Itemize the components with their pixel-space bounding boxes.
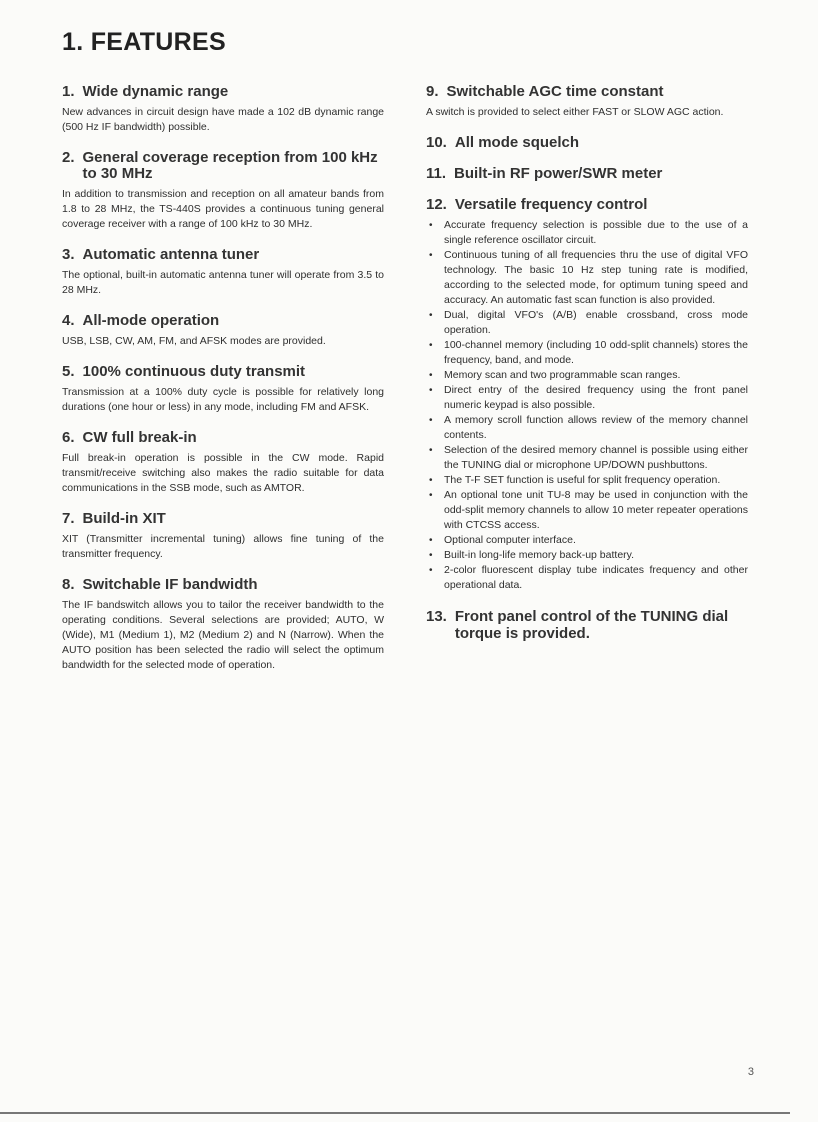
section-heading: Switchable IF bandwidth	[82, 576, 258, 593]
section-number: 5.	[62, 363, 75, 380]
bullet-icon: •	[429, 550, 433, 561]
feature-12	[426, 197, 748, 593]
section-heading: Front panel control of the TUNING dial torque is provided.	[454, 608, 729, 642]
feature-1	[62, 84, 384, 135]
section-heading: 100% continuous duty transmit	[82, 363, 306, 380]
section-number: 9.	[426, 83, 439, 100]
list-item-text: Selection of the desired memory channel is possible using either the TUNING dial or microphone UP/DOWN pushbuttons.	[444, 444, 748, 471]
section-number: 11.	[426, 165, 447, 182]
bullet-icon: •	[429, 535, 433, 546]
list-item-text: Continuous tuning of all frequencies thru the use of digital VFO technology. The basic 10 Hz step tuning rate is modified, according to the selected mode, for optimum tuning speed and accuracy. An automatic fast scan function is also provided.	[444, 249, 748, 306]
section-heading: All mode squelch	[454, 134, 580, 151]
bullet-icon: •	[429, 490, 433, 501]
list-item-text: Dual, digital VFO's (A/B) enable crossband, cross mode operation.	[444, 309, 748, 336]
feature-11	[426, 166, 748, 182]
page-number: 3	[747, 1066, 754, 1078]
list-item-text: Direct entry of the desired frequency using the front panel numeric keypad is also possible.	[444, 384, 748, 411]
list-item	[426, 533, 748, 548]
bullet-icon: •	[429, 340, 433, 351]
list-item	[426, 548, 748, 563]
section-body: Transmission at a 100% duty cycle is possible for relatively long durations (one hour or less) in any mode, including FM and AFSK.	[62, 386, 384, 413]
section-heading: Automatic antenna tuner	[82, 246, 260, 263]
bullet-icon: •	[429, 250, 433, 261]
section-number: 1.	[62, 83, 75, 100]
list-item	[426, 218, 748, 248]
section-heading: Wide dynamic range	[82, 83, 229, 100]
footer-rule	[0, 1112, 790, 1114]
section-number: 3.	[62, 246, 75, 263]
section-heading: General coverage reception from 100 kHz to 30 MHz	[82, 149, 378, 182]
section-body: A switch is provided to select either FAST or SLOW AGC action.	[426, 106, 724, 118]
list-item	[426, 443, 748, 473]
list-item	[426, 563, 748, 593]
list-item	[426, 473, 748, 488]
list-item	[426, 383, 748, 413]
page-title: 1. FEATURES	[62, 28, 226, 56]
bullet-icon: •	[429, 565, 433, 576]
section-body: Full break-in operation is possible in the CW mode. Rapid transmit/receive switching also makes the radio suitable for data communications in the SSB mode, such as AMTOR.	[62, 452, 384, 494]
bullet-icon: •	[429, 385, 433, 396]
feature-9	[426, 84, 748, 120]
section-number: 12.	[426, 196, 447, 213]
list-item-text: The T-F SET function is useful for split frequency operation.	[444, 474, 721, 486]
section-heading: Versatile frequency control	[454, 196, 648, 213]
feature-5	[62, 364, 384, 415]
list-item-text: 100-channel memory (including 10 odd-split channels) stores the frequency, band, and mode.	[444, 339, 748, 366]
feature-4	[62, 313, 384, 349]
feature-2	[62, 150, 384, 232]
section-body: The optional, built-in automatic antenna tuner will operate from 3.5 to 28 MHz.	[62, 269, 384, 296]
section-heading: Switchable AGC time constant	[446, 83, 664, 100]
section-body: XIT (Transmitter incremental tuning) allows fine tuning of the transmitter frequency.	[62, 533, 384, 560]
list-item	[426, 338, 748, 368]
bullet-icon: •	[429, 415, 433, 426]
section-body: The IF bandswitch allows you to tailor the receiver bandwidth to the operating conditions. Several selections are provided; AUTO, W (Wide), M1 (Medium 1), M2 (Medium 2) and N (Narrow). When the AUTO position has been selected the radio will select the optimum bandwidth for the selected mode of operation.	[62, 599, 384, 671]
section-heading: All-mode operation	[82, 312, 220, 329]
section-number: 2.	[62, 149, 75, 166]
bullet-icon: •	[429, 310, 433, 321]
feature-13	[426, 608, 748, 642]
feature-10	[426, 135, 748, 151]
list-item-text: Optional computer interface.	[444, 534, 576, 546]
section-body: In addition to transmission and reception on all amateur bands from 1.8 to 28 MHz, the TS-440S provides a continuous tuning general coverage receiver with a range of 100 kHz to 30 MHz.	[62, 188, 384, 230]
bullet-icon: •	[429, 475, 433, 486]
section-number: 7.	[62, 510, 75, 527]
left-column	[62, 84, 384, 688]
feature-7	[62, 511, 384, 562]
section-body: USB, LSB, CW, AM, FM, and AFSK modes are provided.	[62, 335, 326, 347]
list-item-text: Accurate frequency selection is possible due to the use of a single reference oscillator circuit.	[444, 219, 748, 246]
section-heading: CW full break-in	[82, 429, 197, 446]
feature-6	[62, 430, 384, 496]
section-body: New advances in circuit design have made a 102 dB dynamic range (500 Hz IF bandwidth) possible.	[62, 106, 384, 133]
bullet-icon: •	[429, 370, 433, 381]
right-column	[426, 84, 748, 657]
list-item-text: 2-color fluorescent display tube indicates frequency and other operational data.	[444, 564, 748, 591]
bullet-icon: •	[429, 445, 433, 456]
list-item-text: An optional tone unit TU-8 may be used in conjunction with the odd-split memory channels to allow 10 meter repeater operations with CTCSS access.	[444, 489, 748, 531]
feature-8	[62, 577, 384, 673]
list-item	[426, 368, 748, 383]
list-item	[426, 248, 748, 308]
section-number: 10.	[426, 134, 447, 151]
feature-3	[62, 247, 384, 298]
list-item-text: Built-in long-life memory back-up battery.	[444, 549, 635, 561]
list-item	[426, 308, 748, 338]
bullet-list	[426, 218, 748, 593]
bullet-icon: •	[429, 220, 433, 231]
section-number: 8.	[62, 576, 75, 593]
section-number: 6.	[62, 429, 75, 446]
section-number: 13.	[426, 608, 447, 625]
list-item-text: A memory scroll function allows review of the memory channel contents.	[444, 414, 748, 441]
list-item	[426, 413, 748, 443]
section-heading: Built-in RF power/SWR meter	[454, 165, 663, 182]
section-heading: Build-in XIT	[82, 510, 166, 527]
list-item-text: Memory scan and two programmable scan ranges.	[444, 369, 681, 381]
section-number: 4.	[62, 312, 75, 329]
list-item	[426, 488, 748, 533]
